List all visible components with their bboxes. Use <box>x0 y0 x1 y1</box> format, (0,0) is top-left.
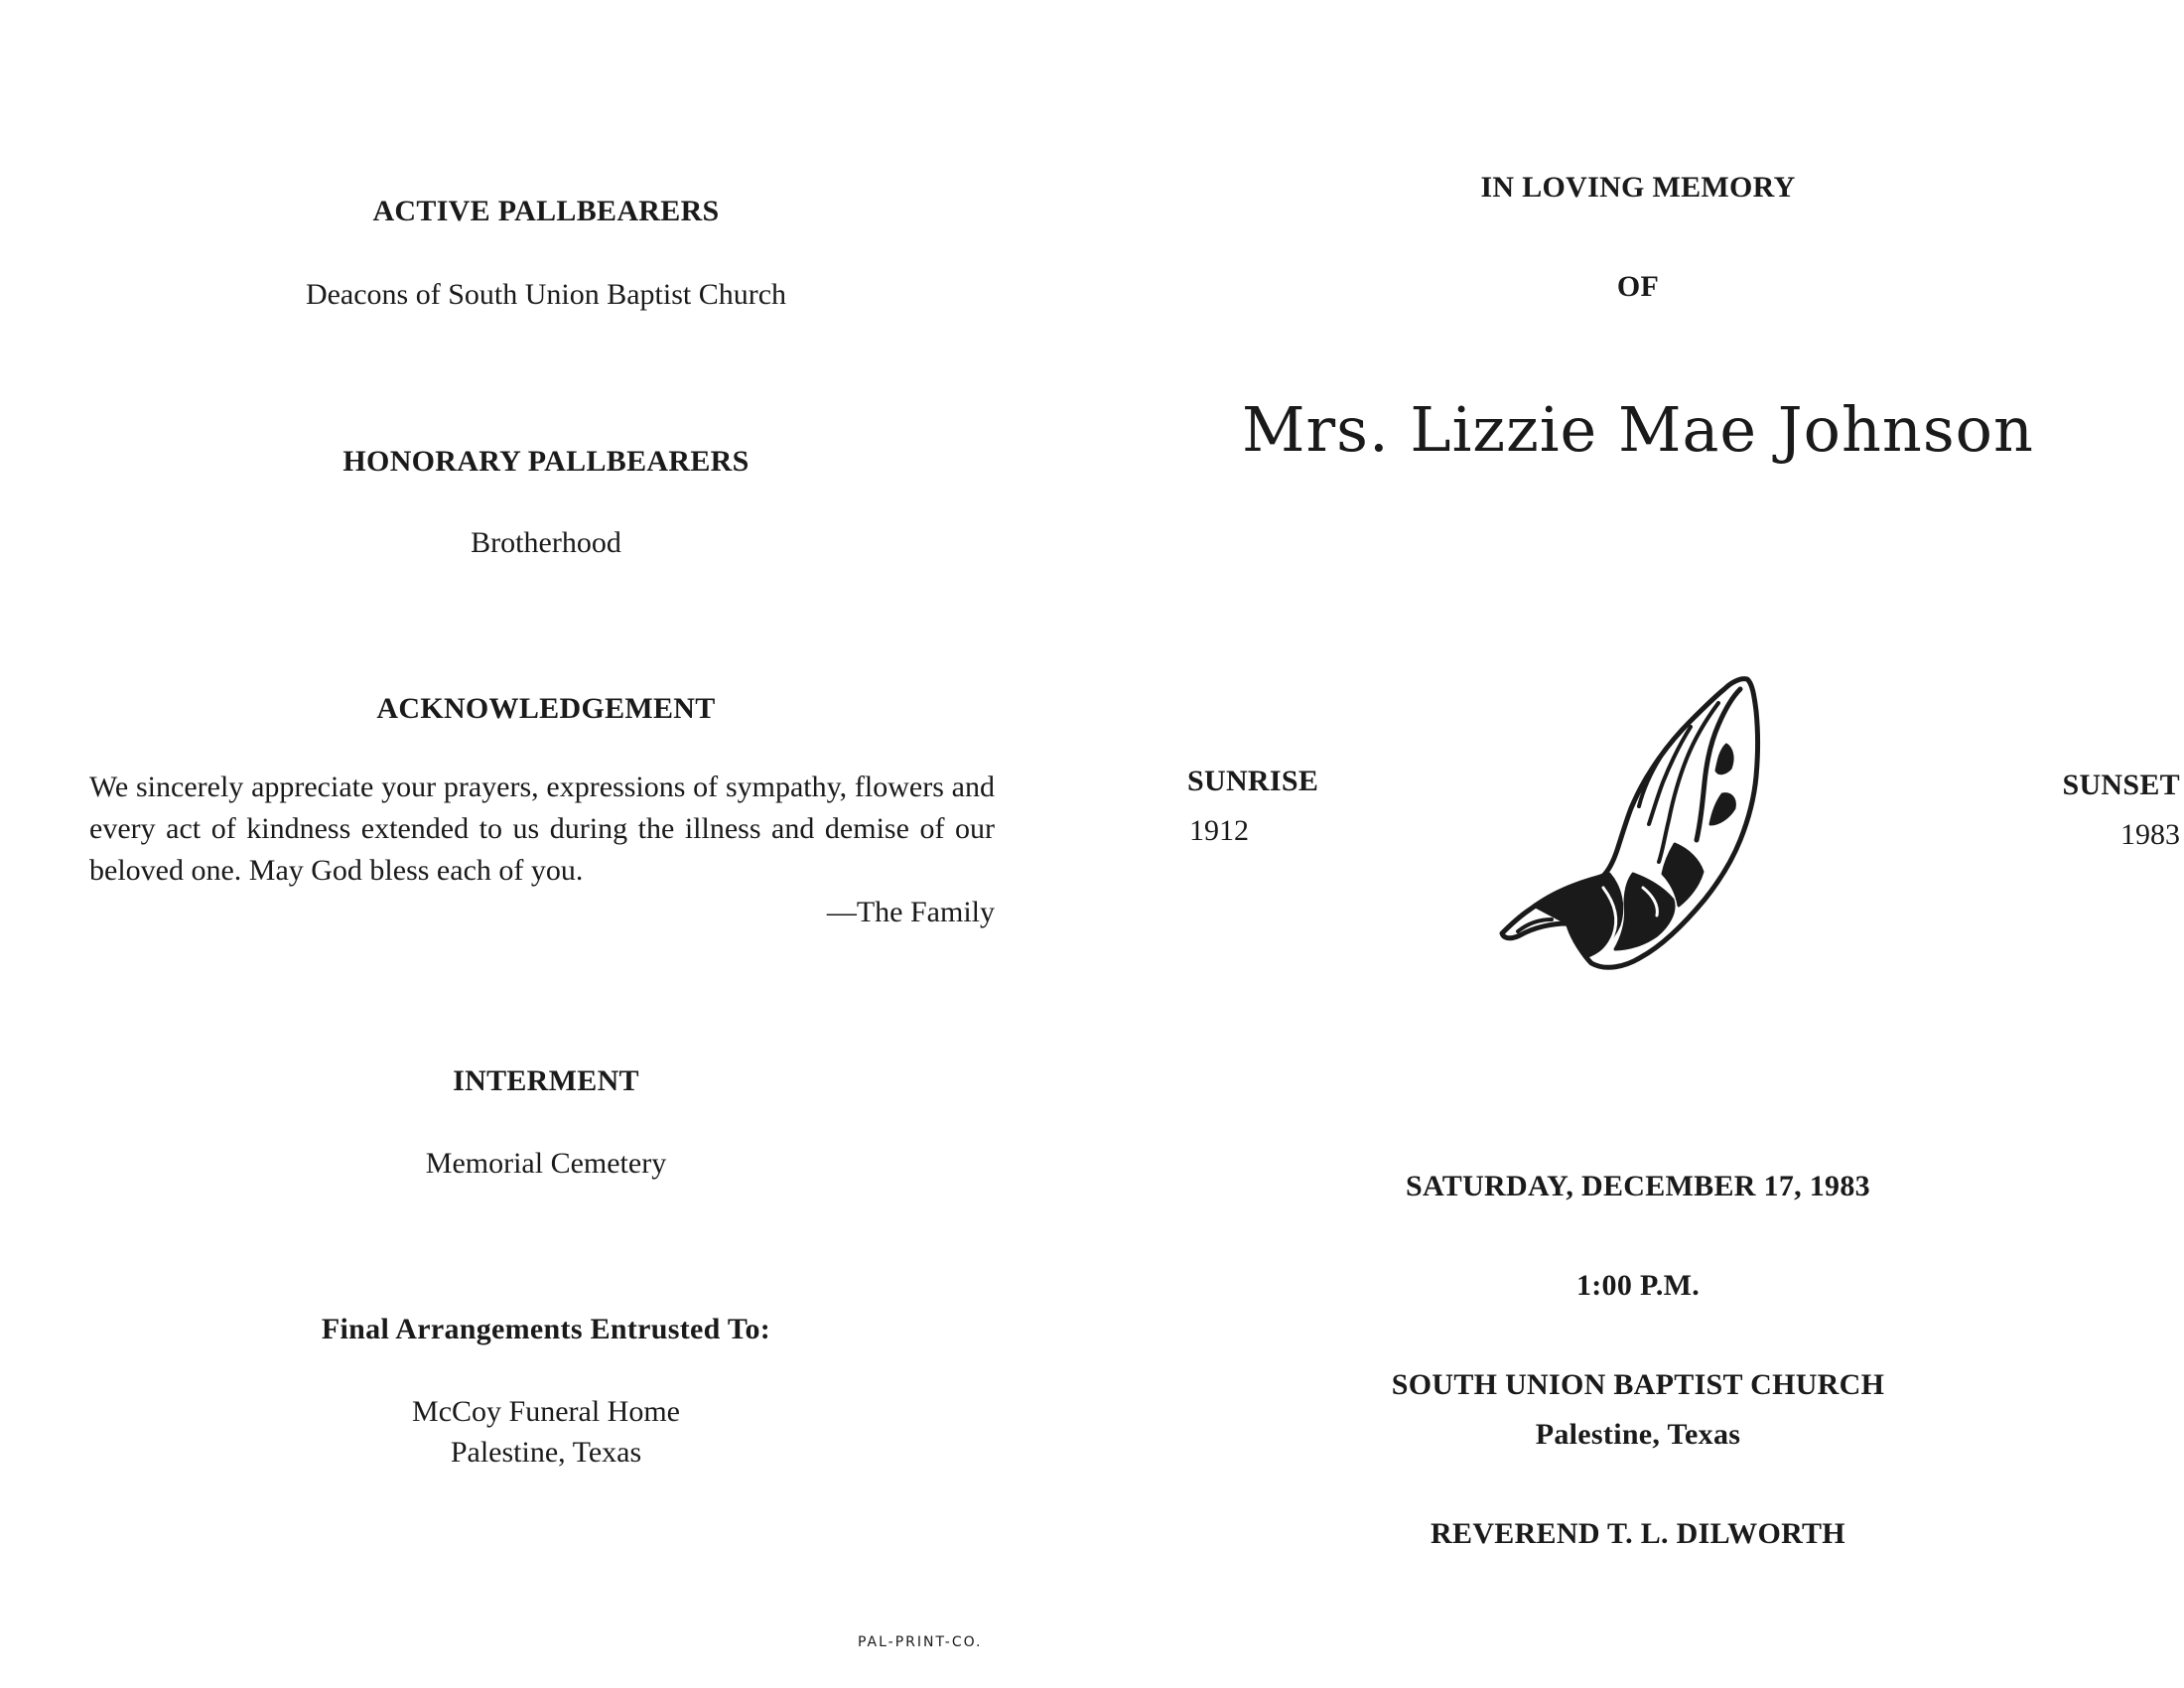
acknowledgement-block <box>89 767 995 933</box>
arrangements-heading: Final Arrangements Entrusted To: <box>321 1313 771 1345</box>
church-location: Palestine, Texas <box>1535 1418 1741 1451</box>
funeral-home-location: Palestine, Texas <box>450 1436 642 1469</box>
active-pallbearers-text: Deacons of South Union Baptist Church <box>305 278 787 311</box>
interment-heading: INTERMENT <box>453 1064 639 1097</box>
of-label: OF <box>1616 270 1660 303</box>
honorary-pallbearers-text: Brotherhood <box>471 526 621 559</box>
funeral-home-name: McCoy Funeral Home <box>412 1395 680 1428</box>
acknowledgement-heading: ACKNOWLEDGEMENT <box>376 692 716 725</box>
printer-credit: PAL-PRINT-CO. <box>858 1634 983 1650</box>
in-loving-memory: IN LOVING MEMORY <box>1480 171 1796 204</box>
sunrise-year: 1912 <box>1189 814 1249 847</box>
honorary-pallbearers-heading: HONORARY PALLBEARERS <box>342 445 750 478</box>
church-name: SOUTH UNION BAPTIST CHURCH <box>1391 1368 1885 1401</box>
acknowledgement-text: We sincerely appreciate your prayers, expressions of sympathy, flowers and every act of kindness extended to us during the illness and demise of our beloved one. May God bless each of you. <box>89 771 995 887</box>
sunset-label: SUNSET <box>2062 769 2180 801</box>
service-date: SATURDAY, DECEMBER 17, 1983 <box>1406 1170 1870 1202</box>
service-time: 1:00 P.M. <box>1575 1269 1701 1302</box>
interment-text: Memorial Cemetery <box>425 1147 667 1180</box>
active-pallbearers-heading: ACTIVE PALLBEARERS <box>372 195 720 227</box>
sunrise-label: SUNRISE <box>1187 765 1319 797</box>
right-panel <box>1092 0 2184 1688</box>
deceased-name: Mrs. Lizzie Mae Johnson <box>1242 393 2034 466</box>
sunset-year: 1983 <box>2120 818 2180 851</box>
acknowledgement-signature: —The Family <box>826 896 995 928</box>
praying-hands-icon <box>1494 675 1782 973</box>
officiant: REVEREND T. L. DILWORTH <box>1431 1517 1845 1550</box>
